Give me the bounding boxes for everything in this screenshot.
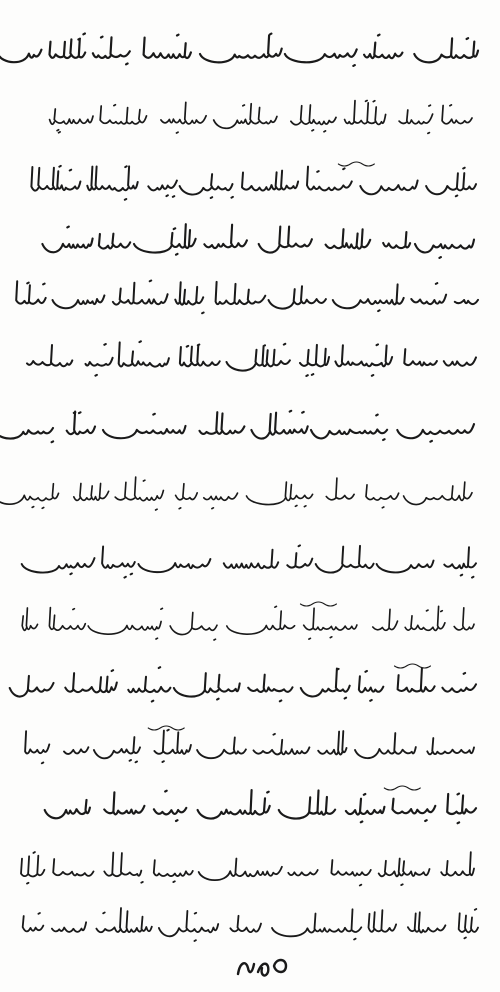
manuscript-line-6 bbox=[0, 334, 500, 384]
manuscript-line-1 bbox=[0, 26, 500, 76]
manuscript-line-annotation bbox=[300, 602, 336, 606]
manuscript-line-ink bbox=[0, 411, 474, 442]
manuscript-line-ink bbox=[50, 101, 472, 134]
manuscript-line-ink bbox=[27, 341, 476, 376]
manuscript-line-ink bbox=[21, 852, 474, 885]
manuscript-line-ink bbox=[22, 606, 474, 640]
manuscript-line-5 bbox=[0, 272, 500, 322]
manuscript-line-2 bbox=[0, 92, 500, 142]
manuscript-line-11 bbox=[0, 660, 500, 710]
page-number-handwritten bbox=[0, 950, 500, 982]
manuscript-line-9 bbox=[0, 536, 500, 586]
manuscript-line-7 bbox=[0, 402, 500, 452]
manuscript-line-10 bbox=[0, 598, 500, 648]
manuscript-line-ink bbox=[16, 281, 478, 314]
manuscript-line-ink bbox=[0, 477, 472, 510]
manuscript-line-ink bbox=[42, 224, 474, 258]
manuscript-line-ink bbox=[31, 166, 476, 200]
manuscript-line-ink bbox=[0, 34, 478, 66]
manuscript-line-ink bbox=[22, 545, 476, 577]
manuscript-line-3 bbox=[0, 158, 500, 208]
manuscript-line-12 bbox=[0, 722, 500, 772]
manuscript-line-4 bbox=[0, 216, 500, 266]
manuscript-line-13 bbox=[0, 782, 500, 832]
manuscript-line-ink bbox=[25, 730, 474, 764]
manuscript-line-8 bbox=[0, 468, 500, 518]
manuscript-line-ink bbox=[45, 790, 476, 823]
manuscript-line-14 bbox=[0, 844, 500, 894]
manuscript-line-ink bbox=[23, 908, 478, 941]
manuscript-line-annotation bbox=[394, 664, 430, 668]
manuscript-line-annotation bbox=[338, 162, 374, 166]
manuscript-line-15 bbox=[0, 900, 500, 950]
manuscript-line-ink bbox=[10, 667, 476, 701]
manuscript-line-annotation bbox=[384, 786, 420, 790]
manuscript-line-annotation bbox=[148, 726, 184, 730]
